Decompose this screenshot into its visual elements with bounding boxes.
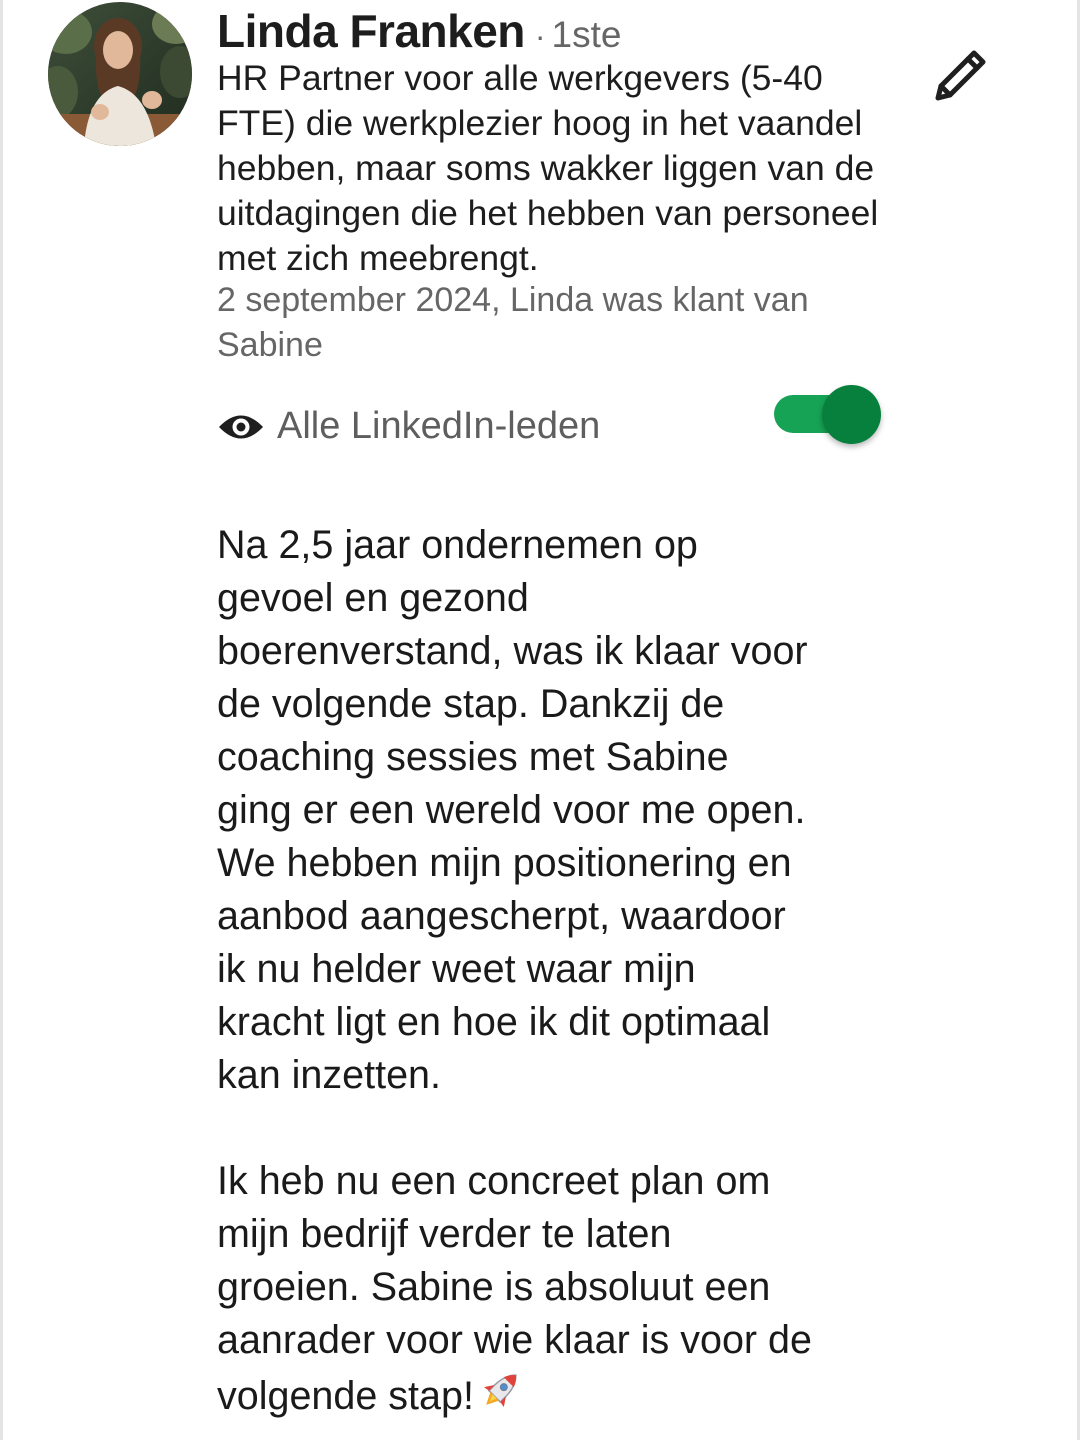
- recommendation-text: [217, 519, 917, 1420]
- text-line: kan inzetten.: [217, 1053, 441, 1097]
- toggle-knob: [822, 385, 881, 444]
- headline-line: FTE) die werkplezier hoog in het vaandel: [217, 103, 863, 143]
- text-line: volgende stap!: [217, 1374, 474, 1418]
- pencil-icon: [928, 44, 992, 108]
- headline-line: met zich meebrengt.: [217, 238, 539, 278]
- visibility-label: Alle LinkedIn-leden: [277, 405, 601, 447]
- rocket-icon: [478, 1367, 524, 1427]
- text-line: kracht ligt en hoe ik dit optimaal: [217, 1000, 771, 1044]
- text-line: mijn bedrijf verder te laten: [217, 1212, 672, 1256]
- meta-line: Sabine: [217, 326, 323, 364]
- headline-line: HR Partner voor alle werkgevers (5-40: [217, 58, 823, 98]
- text-line: boerenverstand, was ik klaar voor: [217, 629, 808, 673]
- text-line: Na 2,5 jaar ondernemen op: [217, 523, 698, 567]
- avatar[interactable]: [48, 2, 192, 146]
- recommendation-meta: [217, 278, 907, 368]
- text-line: groeien. Sabine is absoluut een: [217, 1265, 771, 1309]
- text-line: aanbod aangescherpt, waardoor: [217, 894, 786, 938]
- separator-dot: ·: [534, 18, 546, 54]
- text-line: gevoel en gezond: [217, 576, 529, 620]
- name-row: [217, 4, 621, 58]
- text-line: coaching sessies met Sabine: [217, 735, 729, 779]
- text-line: ik nu helder weet waar mijn: [217, 947, 696, 991]
- recommender-name[interactable]: Linda Franken: [217, 5, 525, 57]
- text-line: Ik heb nu een concreet plan om: [217, 1159, 771, 1203]
- meta-line: 2 september 2024, Linda was klant van: [217, 281, 809, 319]
- text-line: ging er een wereld voor me open.: [217, 788, 806, 832]
- text-line: We hebben mijn positionering en: [217, 841, 792, 885]
- text-line: aanrader voor wie klaar is voor de: [217, 1318, 812, 1362]
- paragraph-gap: [217, 1102, 917, 1155]
- edit-button[interactable]: [922, 38, 998, 114]
- connection-degree: 1ste: [551, 14, 622, 55]
- text-line: de volgende stap. Dankzij de: [217, 682, 725, 726]
- headline-line: uitdagingen die het hebben van personeel: [217, 193, 879, 233]
- recommender-headline: [217, 56, 907, 281]
- headline-line: hebben, maar soms wakker liggen van de: [217, 148, 875, 188]
- left-edge: [0, 0, 3, 1440]
- visibility-setting: [217, 405, 600, 448]
- visibility-toggle[interactable]: [772, 383, 884, 447]
- text-line-last: [217, 1367, 917, 1420]
- eye-icon: [217, 412, 265, 442]
